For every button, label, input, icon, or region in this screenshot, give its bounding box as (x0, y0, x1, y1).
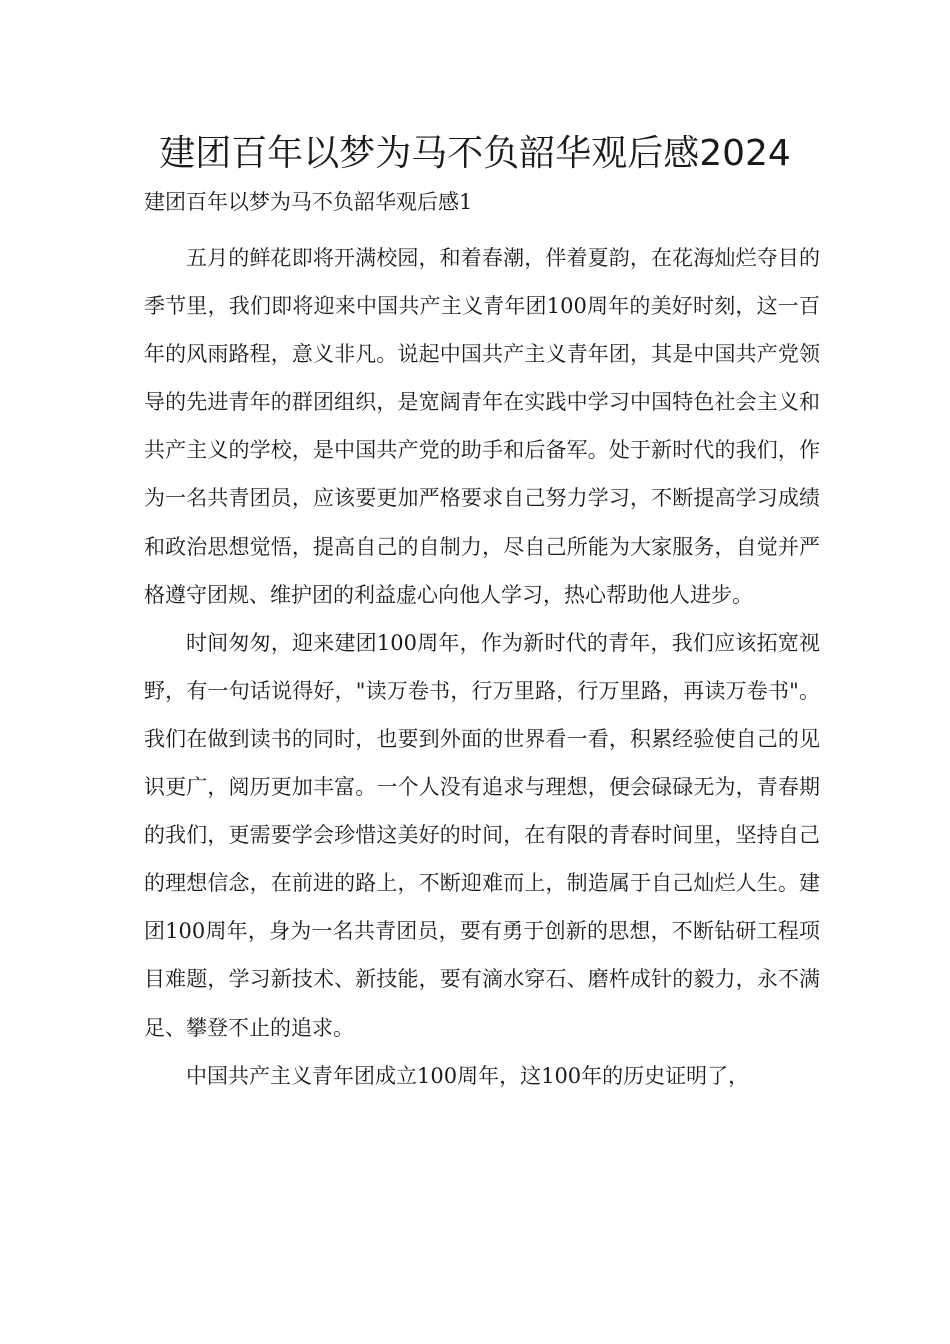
paragraph: 中国共产主义青年团成立100周年，这100年的历史证明了， (186, 1063, 750, 1088)
paragraph: 时间匆匆，迎来建团100周年，作为新时代的青年，我们应该拓宽视野，有一句话说得好，"读万卷书，行万里路，行万里路，再读万卷书"。我们在做到读书的同时，也要到外面的世界看一看，积累经验使自己的见识更广，阅历更加丰富。一个人没有追求与理想，便会碌碌无为，青春期的我们，更需要学会珍惜这美好的时间，在有限的青春时间里，坚持自己的理想信念，在前进的路上，不断迎难而上，制造属于自己灿烂人生。建团100周年，身为一名共青团员，要有勇于创新的思想，不断钻研工程项目难题，学习新技术、新技能，要有滴水穿石、磨杵成针的毅力，永不满足、攀登不止的追求。 (144, 630, 820, 1040)
document-body (144, 234, 820, 1100)
document-subtitle: 建团百年以梦为马不负韶华观后感1 (144, 190, 473, 214)
document-title: 建团百年以梦为马不负韶华观后感2024 (159, 133, 791, 174)
paragraph: 五月的鲜花即将开满校园，和着春潮，伴着夏韵，在花海灿烂夺目的季节里，我们即将迎来中国共产主义青年团100周年的美好时刻，这一百年的风雨路程，意义非凡。说起中国共产主义青年团，其是中国共产党领导的先进青年的群团组织，是宽阔青年在实践中学习中国特色社会主义和共产主义的学校，是中国共产党的助手和后备军。处于新时代的我们，作为一名共青团员，应该要更加严格要求自己努力学习，不断提高学习成绩和政治思想觉悟，提高自己的自制力，尽自己所能为大家服务，自觉并严格遵守团规、维护团的利益虚心向他人学习，热心帮助他人进步。 (144, 246, 820, 607)
